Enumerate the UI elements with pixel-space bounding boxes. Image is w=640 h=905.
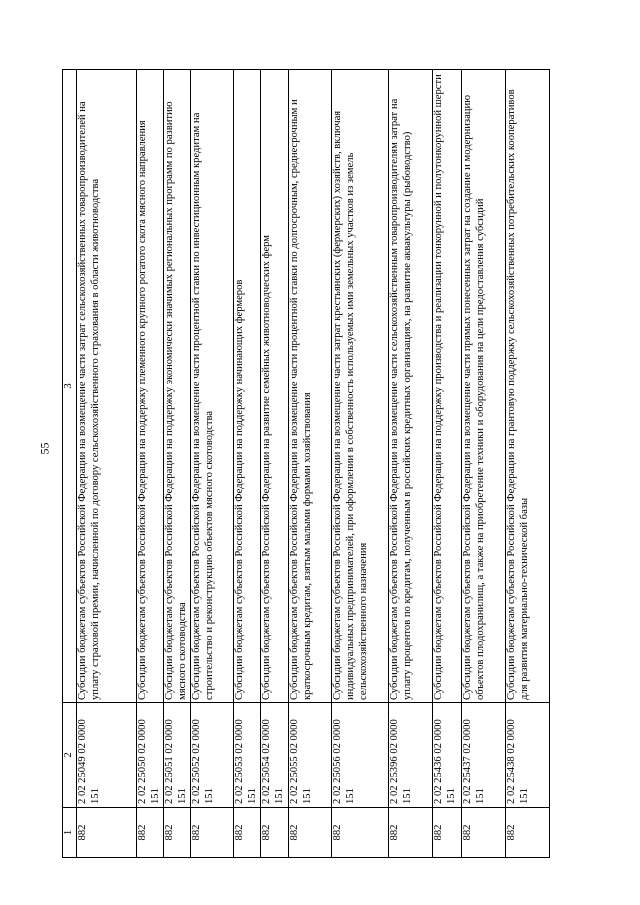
income-name-cell: Субсидии бюджетам субъектов Российской Федерации на возмещение части затрат крестьянских (фермерских) хозяйств, включая индивидуальных предпринимателей, при оформлении в собственность используемых ими земельных участков из земель сельскохозяйственного назначения — [331, 70, 388, 703]
budget-code-cell: 2 02 25052 02 0000 151 — [191, 703, 234, 808]
budget-codes-table — [62, 69, 550, 858]
income-name-cell: Субсидии бюджетам субъектов Российской Федерации на возмещение части процентной ставки по инвестиционным кредитам на строительство и реконструкцию объектов мясного скотоводства — [191, 70, 234, 703]
header-col-2: 2 — [63, 703, 77, 808]
income-name-cell: Субсидии бюджетам субъектов Российской Федерации на грантовую поддержку сельскохозяйственных потребительских кооперативов для развития материально-технической базы — [505, 70, 549, 703]
budget-code-cell: 2 02 25049 02 0000 151 — [77, 703, 137, 808]
income-name-cell: Субсидии бюджетам субъектов Российской Федерации на поддержку племенного крупного рогатого скота мясного направления — [137, 70, 164, 703]
admin-code-cell: 882 — [388, 808, 432, 858]
income-name-cell: Субсидии бюджетам субъектов Российской Федерации на возмещение части процентной ставки по долгосрочным, среднесрочным и краткосрочным кредитам, взятым малыми формами хозяйствования — [288, 70, 331, 703]
admin-code-cell: 882 — [331, 808, 388, 858]
table-row — [505, 70, 549, 858]
page-number: 55 — [37, 442, 52, 455]
income-name-cell: Субсидии бюджетам субъектов Российской Федерации на поддержку производства и реализации тонкорунной и полутонкорунной шерсти — [432, 70, 461, 703]
rotated-page-content — [62, 70, 576, 858]
budget-code-cell: 2 02 25437 02 0000 151 — [461, 703, 505, 808]
table-row — [191, 70, 234, 858]
income-name-cell: Субсидии бюджетам субъектов Российской Федерации на возмещение части прямых понесенных затрат на создание и модернизацию объектов плодохранилищ, а также на приобретение техники и оборудования на цели предоставления субсидий — [461, 70, 505, 703]
table-header-row — [63, 70, 77, 858]
budget-code-cell: 2 02 25051 02 0000 151 — [164, 703, 191, 808]
admin-code-cell: 882 — [260, 808, 288, 858]
table-row — [388, 70, 432, 858]
budget-code-cell: 2 02 25436 02 0000 151 — [432, 703, 461, 808]
header-col-1: 1 — [63, 808, 77, 858]
table-row — [432, 70, 461, 858]
income-name-cell: Субсидии бюджетам субъектов Российской Федерации на поддержку начинающих фермеров — [234, 70, 261, 703]
table-row — [260, 70, 288, 858]
admin-code-cell: 882 — [432, 808, 461, 858]
header-col-3: 3 — [63, 70, 77, 703]
budget-code-cell: 2 02 25438 02 0000 151 — [505, 703, 549, 808]
table-row — [234, 70, 261, 858]
income-name-cell: Субсидии бюджетам субъектов Российской Федерации на поддержку экономически значимых региональных программ по развитию мясного скотоводства — [164, 70, 191, 703]
income-name-cell: Субсидии бюджетам субъектов Российской Федерации на развитие семейных животноводческих ферм — [260, 70, 288, 703]
budget-code-cell: 2 02 25056 02 0000 151 — [331, 703, 388, 808]
income-name-cell: Субсидии бюджетам субъектов Российской Федерации на возмещение части сельскохозяйственным товаропроизводителям затрат на уплату процентов по кредитам, полученным в российских кредитных организациях, на развитие аквакультуры (рыбоводство) — [388, 70, 432, 703]
table-row — [461, 70, 505, 858]
budget-code-cell: 2 02 25050 02 0000 151 — [137, 703, 164, 808]
admin-code-cell: 882 — [191, 808, 234, 858]
table-row — [288, 70, 331, 858]
income-name-cell: Субсидии бюджетам субъектов Российской Федерации на возмещение части затрат сельскохозяйственных товаропроизводителей на уплату страховой премии, начисленной по договору сельскохозяйственного страхования в области животноводства — [77, 70, 137, 703]
admin-code-cell: 882 — [164, 808, 191, 858]
budget-code-cell: 2 02 25055 02 0000 151 — [288, 703, 331, 808]
admin-code-cell: 882 — [461, 808, 505, 858]
budget-code-cell: 2 02 25054 02 0000 151 — [260, 703, 288, 808]
budget-code-cell: 2 02 25396 02 0000 151 — [388, 703, 432, 808]
admin-code-cell: 882 — [288, 808, 331, 858]
admin-code-cell: 882 — [77, 808, 137, 858]
admin-code-cell: 882 — [505, 808, 549, 858]
table-row — [77, 70, 137, 858]
table-row — [164, 70, 191, 858]
table-row — [137, 70, 164, 858]
admin-code-cell: 882 — [137, 808, 164, 858]
admin-code-cell: 882 — [234, 808, 261, 858]
table-row — [331, 70, 388, 858]
budget-code-cell: 2 02 25053 02 0000 151 — [234, 703, 261, 808]
